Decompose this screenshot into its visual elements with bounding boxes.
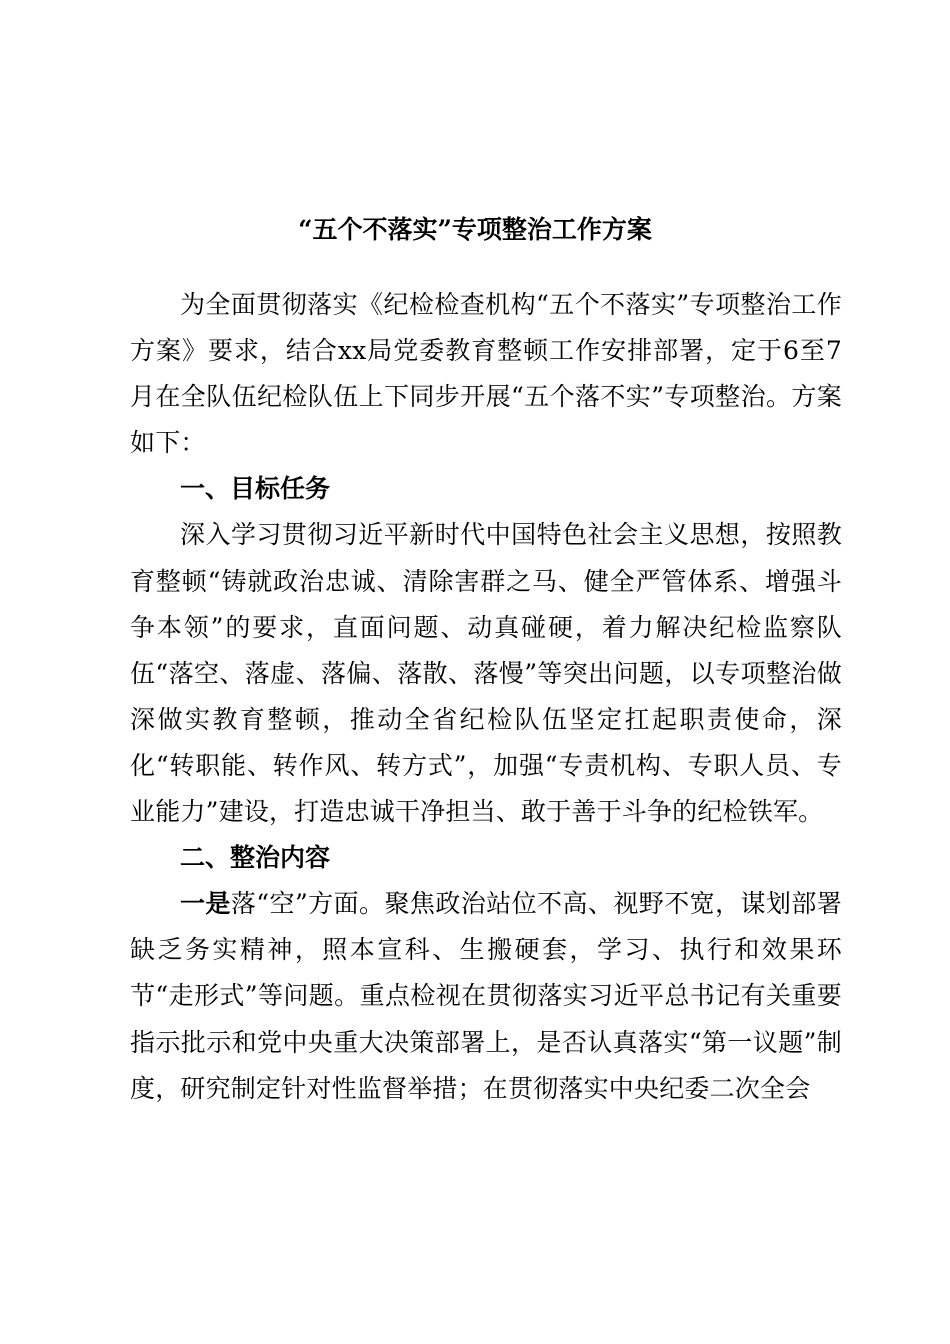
goals-paragraph: 深入学习贯彻习近平新时代中国特色社会主义思想，按照教育整顿“铸就政治忠诚、清除害群之马、健全严管体系、增强斗争本领”的要求，直面问题、动真碰硬，着力解决纪检监察队伍“落空、落虚、落偏、落散、落慢”等突出问题，以专项整治做深做实教育整顿，推动全省纪检队伍坚定扛起职责使命，深化“转职能、转作风、转方式”，加强“专责机构、专职人员、专业能力”建设，打造忠诚干净担当、敢于善于斗争的纪检铁军。 <box>130 520 842 827</box>
content-item-paragraph <box>130 881 842 1111</box>
section-heading-goals: 一、目标任务 <box>180 474 331 504</box>
item-lead-label: 一是 <box>180 889 231 919</box>
section-heading-content: 二、整治内容 <box>180 843 331 873</box>
page-title: “五个不落实”专项整治工作方案 <box>298 215 652 244</box>
item-body-text: 落“空”方面。聚焦政治站位不高、视野不宽，谋划部署缺乏务实精神，照本宣科、生搬硬套，学习、执行和效果环节“走形式”等问题。重点检视在贯彻落实习近平总书记有关重要指示批示和党中央重大决策部署上，是否认真落实“第一议题”制度，研究制定针对性监督举措；在贯彻落实中央纪委二次全会 <box>130 889 842 1103</box>
document-body <box>130 282 842 1112</box>
intro-paragraph: 为全面贯彻落实《纪检检查机构“五个不落实”专项整治工作方案》要求，结合xx局党委教育整顿工作安排部署，定于6至7月在全队伍纪检队伍上下同步开展“五个落不实”专项整治。方案如下： <box>130 290 842 458</box>
